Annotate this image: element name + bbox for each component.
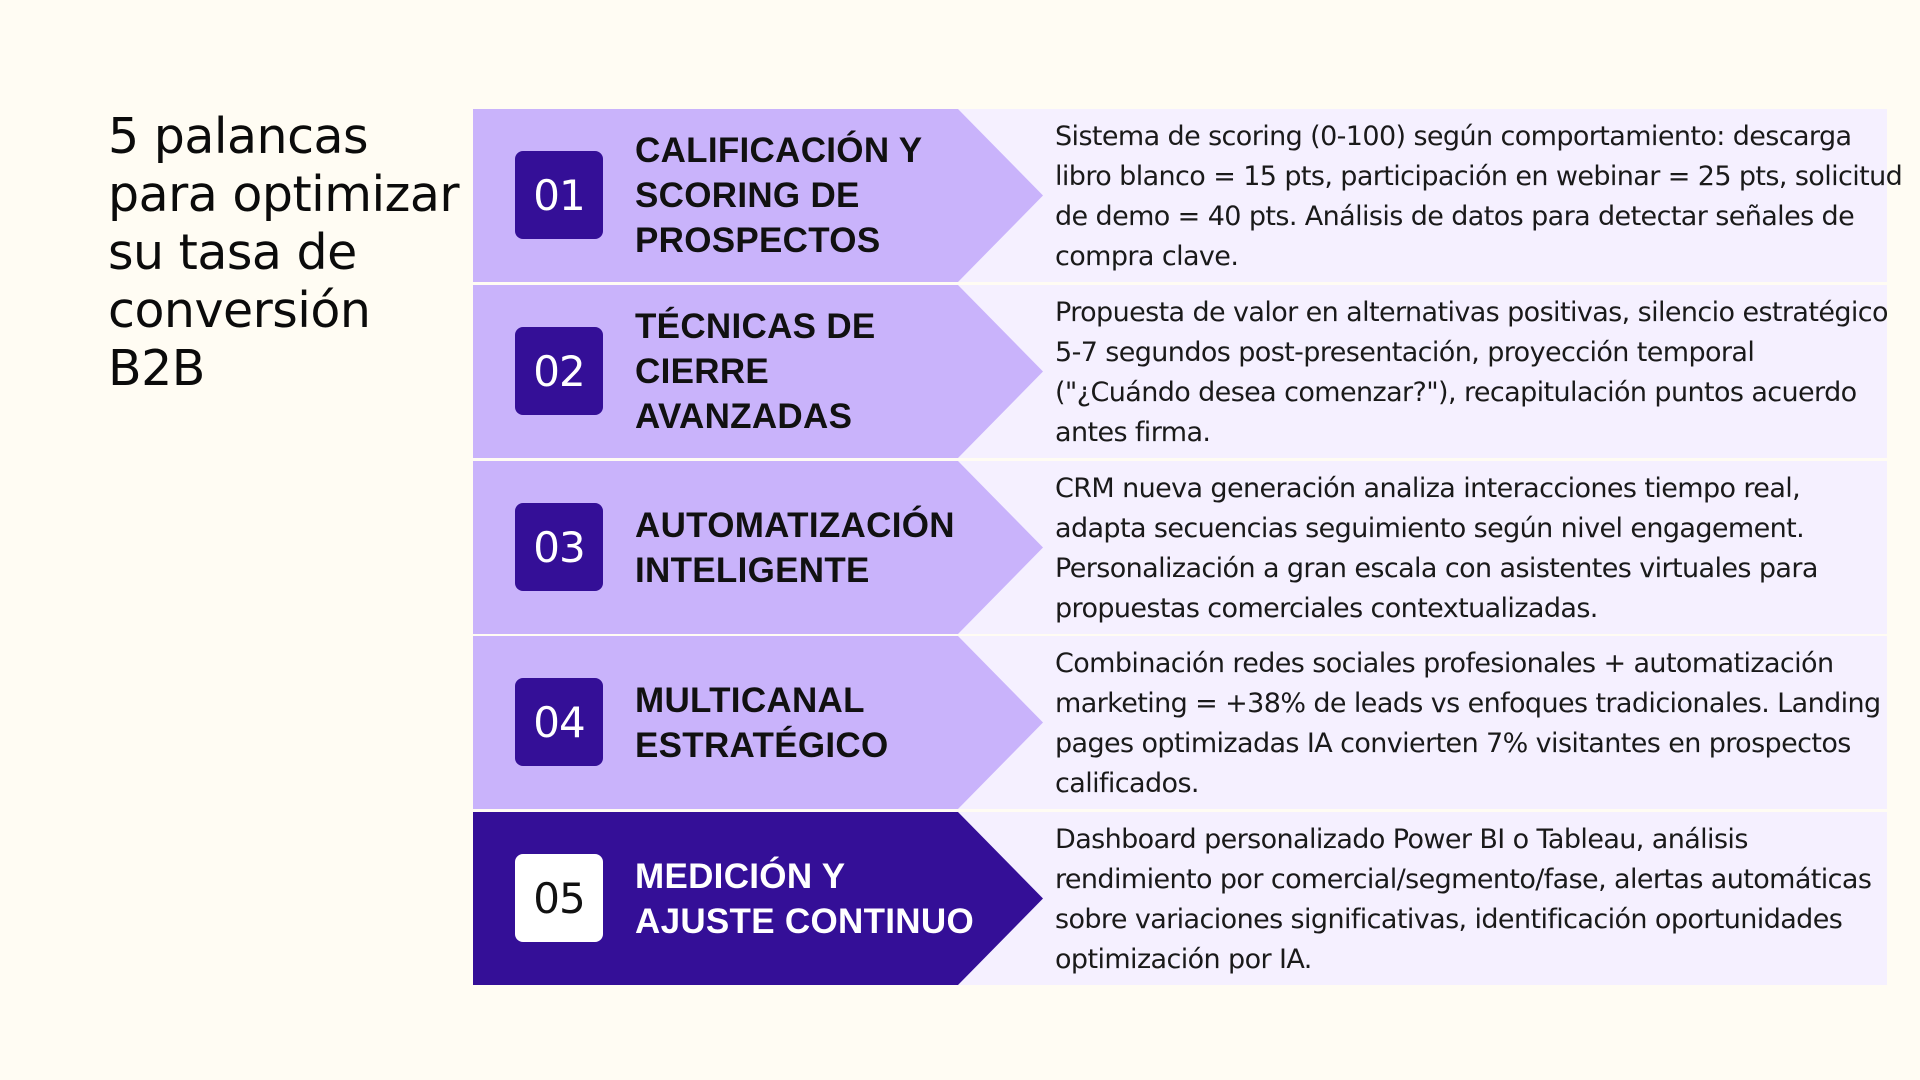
page-title xyxy=(108,108,468,398)
description-line: Propuesta de valor en alternativas positivas, silencio estratégico xyxy=(1055,297,1888,328)
number-badge: 05 xyxy=(515,854,603,942)
description-line: marketing = +38% de leads vs enfoques tradicionales. Landing xyxy=(1055,688,1881,719)
lever-title-line: TÉCNICAS DE xyxy=(635,307,876,346)
title-line: su tasa de xyxy=(108,224,357,281)
description-line: Sistema de scoring (0-100) según comportamiento: descarga xyxy=(1055,121,1852,152)
description-line: rendimiento por comercial/segmento/fase, alertas automáticas xyxy=(1055,864,1872,895)
lever-description xyxy=(1055,820,1872,980)
description-line: Combinación redes sociales profesionales + automatización xyxy=(1055,648,1834,679)
lever-title xyxy=(635,812,975,985)
lever-title-line: PROSPECTOS xyxy=(635,221,881,260)
description-line: Personalización a gran escala con asistentes virtuales para xyxy=(1055,553,1818,584)
lever-row-4 xyxy=(473,636,1887,809)
lever-title xyxy=(635,636,975,809)
lever-title xyxy=(635,285,975,458)
title-line: para optimizar xyxy=(108,166,460,223)
description-line: libro blanco = 15 pts, participación en webinar = 25 pts, solicitud xyxy=(1055,161,1903,192)
lever-description xyxy=(1055,644,1881,804)
title-line: conversión xyxy=(108,282,371,339)
lever-row-3 xyxy=(473,461,1887,634)
title-line: 5 palancas xyxy=(108,108,369,165)
lever-title-line: CALIFICACIÓN Y xyxy=(635,131,923,170)
lever-title-line: AUTOMATIZACIÓN xyxy=(635,505,955,545)
description-line: de demo = 40 pts. Análisis de datos para detectar señales de xyxy=(1055,201,1855,232)
lever-description xyxy=(1055,293,1888,453)
description-line: calificados. xyxy=(1055,768,1199,799)
lever-row-2 xyxy=(473,285,1887,458)
number-badge: 02 xyxy=(515,327,603,415)
description-line: Dashboard personalizado Power BI o Tableau, análisis xyxy=(1055,824,1748,855)
lever-title-line: AJUSTE CONTINUO xyxy=(635,901,974,941)
lever-title-line: SCORING DE xyxy=(635,176,860,215)
lever-title-line: MEDICIÓN Y xyxy=(635,856,846,896)
lever-description xyxy=(1055,469,1869,629)
lever-description xyxy=(1055,117,1903,277)
description-line: compra clave. xyxy=(1055,241,1239,272)
lever-title-line: CIERRE xyxy=(635,352,770,391)
number-badge: 03 xyxy=(515,503,603,591)
title-line: B2B xyxy=(108,340,205,397)
lever-row-5 xyxy=(473,812,1887,985)
lever-row-1 xyxy=(473,109,1903,282)
description-line: sobre variaciones significativas, identificación oportunidades xyxy=(1055,904,1843,935)
description-line: CRM nueva generación analiza interacciones tiempo real, xyxy=(1055,473,1801,504)
description-line: adapta secuencias seguimiento según nivel engagement. xyxy=(1055,513,1805,544)
description-line: 5-7 segundos post-presentación, proyección temporal xyxy=(1055,337,1755,368)
description-line: ("¿Cuándo desea comenzar?"), recapitulación puntos acuerdo xyxy=(1055,377,1857,408)
description-line: antes firma. xyxy=(1055,417,1211,448)
lever-title-line: AVANZADAS xyxy=(635,397,853,436)
lever-title-line: ESTRATÉGICO xyxy=(635,725,889,765)
lever-title xyxy=(635,461,975,634)
description-line: pages optimizadas IA convierten 7% visitantes en prospectos xyxy=(1055,728,1851,759)
description-line: propuestas comerciales contextualizadas. xyxy=(1055,593,1598,624)
number-badge: 04 xyxy=(515,678,603,766)
description-line: optimización por IA. xyxy=(1055,944,1312,975)
number-badge: 01 xyxy=(515,151,603,239)
lever-title xyxy=(635,109,975,282)
lever-title-line: INTELIGENTE xyxy=(635,550,870,590)
lever-title-line: MULTICANAL xyxy=(635,680,865,720)
